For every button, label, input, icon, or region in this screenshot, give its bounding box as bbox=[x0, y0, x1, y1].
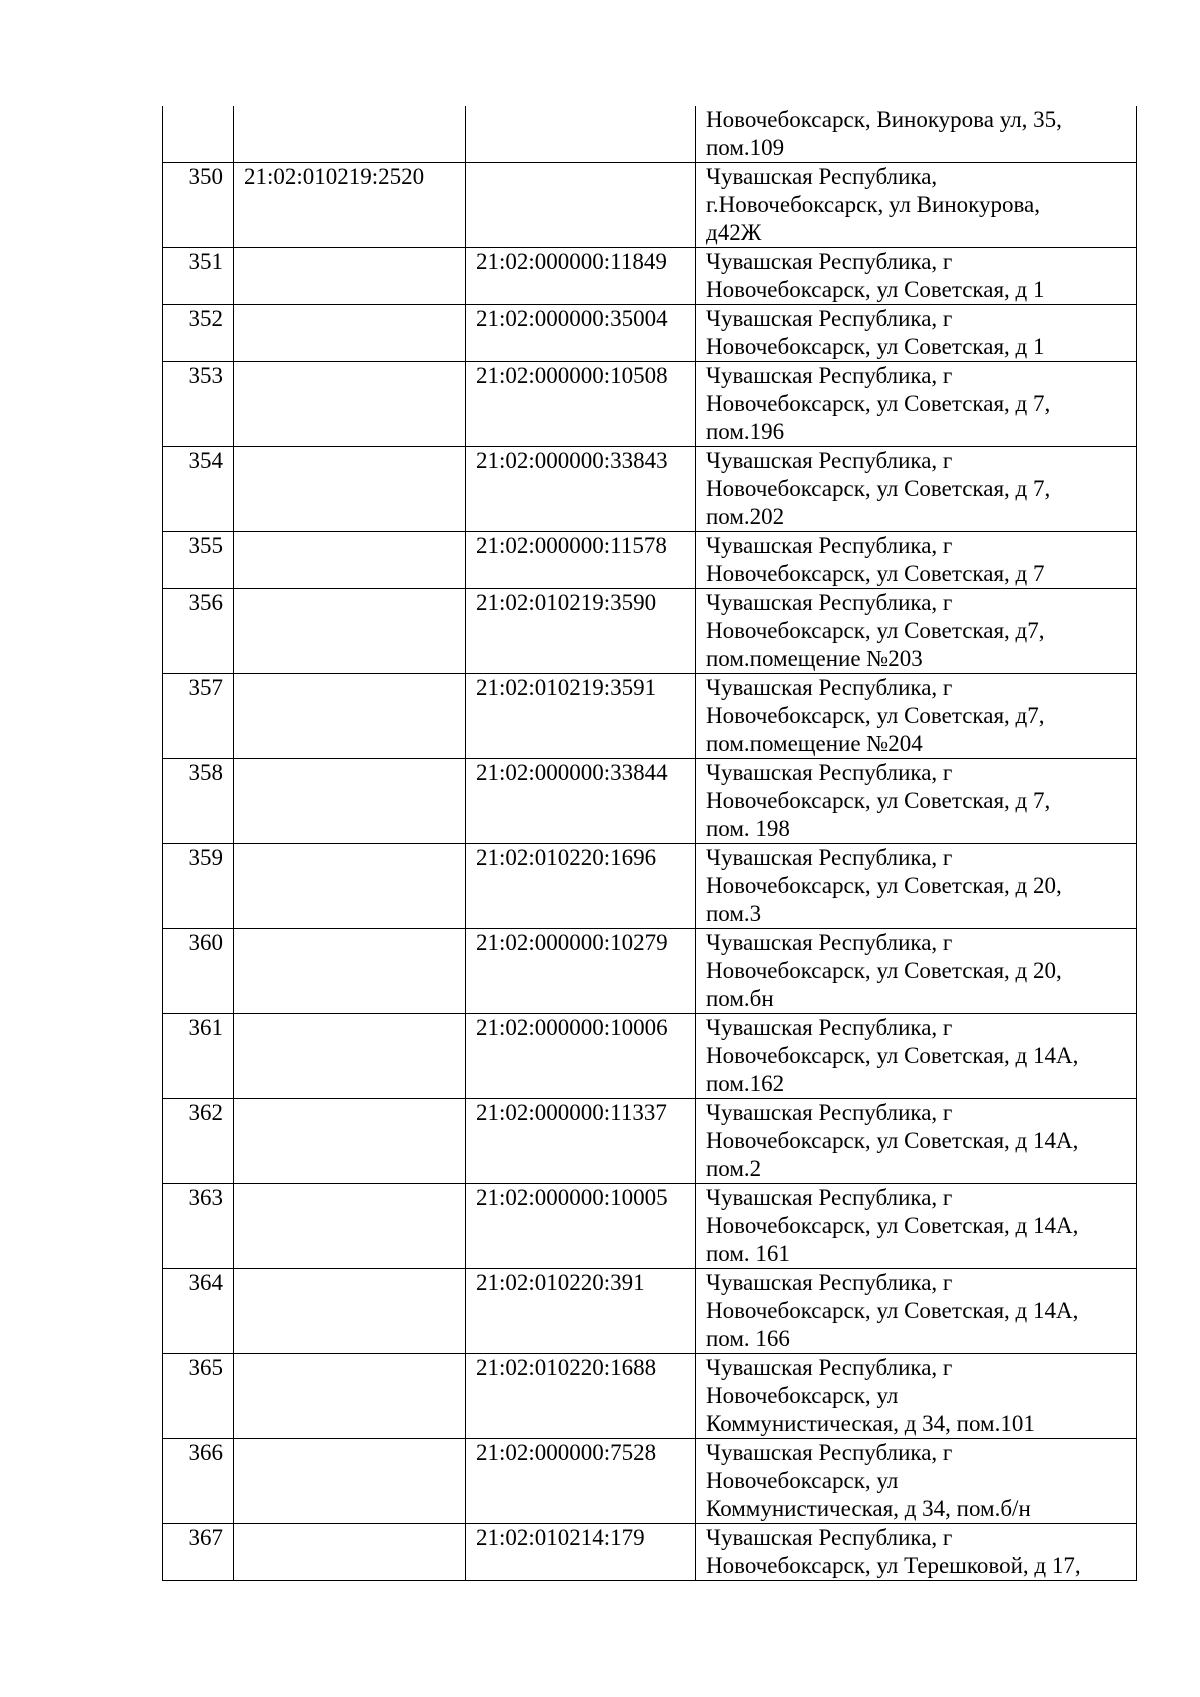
address-line: Чувашская Республика, г bbox=[706, 1355, 953, 1380]
row-number-cell: 360 bbox=[163, 929, 234, 1014]
address-line: Чувашская Республика, г bbox=[706, 1015, 953, 1040]
address-cell bbox=[696, 1184, 1137, 1269]
address-cell bbox=[696, 1439, 1137, 1524]
address-line: Чувашская Республика, г bbox=[706, 930, 953, 955]
address-cell bbox=[696, 1354, 1137, 1439]
table-row bbox=[163, 1099, 1137, 1184]
address-line: пом.помещение №203 bbox=[706, 646, 923, 671]
address-line: Новочебоксарск, ул Советская, д 1 bbox=[706, 334, 1045, 359]
object-cadastral-number-cell: 21:02:000000:11578 bbox=[466, 532, 696, 589]
address-line: Новочебоксарск, ул Советская, д 14А, bbox=[706, 1213, 1079, 1238]
table-row bbox=[163, 929, 1137, 1014]
address-cell bbox=[696, 674, 1137, 759]
address-cell bbox=[696, 163, 1137, 248]
address-line: Новочебоксарск, ул Советская, д 14А, bbox=[706, 1043, 1079, 1068]
address-line: Новочебоксарск, ул Советская, д7, bbox=[706, 618, 1045, 643]
address-cell bbox=[696, 362, 1137, 447]
table-row bbox=[163, 532, 1137, 589]
address-line: Чувашская Республика, г bbox=[706, 760, 953, 785]
address-cell bbox=[696, 844, 1137, 929]
address-line: пом. 166 bbox=[706, 1326, 790, 1351]
address-line: Чувашская Республика, г bbox=[706, 306, 953, 331]
table-row bbox=[163, 1524, 1137, 1581]
object-cadastral-number-cell: 21:02:000000:10005 bbox=[466, 1184, 696, 1269]
land-cadastral-number-cell bbox=[234, 674, 466, 759]
address-cell bbox=[696, 1524, 1137, 1581]
land-cadastral-number-cell bbox=[234, 1014, 466, 1099]
address-line: Чувашская Республика, г bbox=[706, 1185, 953, 1210]
row-number-cell: 363 bbox=[163, 1184, 234, 1269]
address-line: пом. 161 bbox=[706, 1241, 790, 1266]
address-line: Новочебоксарск, ул Советская, д 20, bbox=[706, 873, 1062, 898]
row-number-cell bbox=[163, 106, 234, 163]
row-number-cell: 359 bbox=[163, 844, 234, 929]
address-line: Новочебоксарск, ул Советская, д 20, bbox=[706, 958, 1062, 983]
address-line: Чувашская Республика, г bbox=[706, 1525, 953, 1550]
address-cell bbox=[696, 305, 1137, 362]
address-line: пом.109 bbox=[706, 135, 785, 160]
object-cadastral-number-cell: 21:02:000000:10279 bbox=[466, 929, 696, 1014]
object-cadastral-number-cell: 21:02:010220:1688 bbox=[466, 1354, 696, 1439]
address-line: Новочебоксарск, ул Советская, д7, bbox=[706, 703, 1045, 728]
row-number-cell: 362 bbox=[163, 1099, 234, 1184]
object-cadastral-number-cell: 21:02:000000:35004 bbox=[466, 305, 696, 362]
row-number-cell: 367 bbox=[163, 1524, 234, 1581]
address-line: Новочебоксарск, ул Советская, д 7, bbox=[706, 788, 1051, 813]
address-line: Чувашская Республика, г bbox=[706, 363, 953, 388]
address-line: Коммунистическая, д 34, пом.б/н bbox=[706, 1496, 1031, 1521]
address-line: Чувашская Республика, г bbox=[706, 590, 953, 615]
address-line: Новочебоксарск, ул Советская, д 7, bbox=[706, 391, 1051, 416]
address-line: пом.196 bbox=[706, 419, 785, 444]
object-cadastral-number-cell: 21:02:000000:7528 bbox=[466, 1439, 696, 1524]
table-row bbox=[163, 1354, 1137, 1439]
object-cadastral-number-cell bbox=[466, 163, 696, 248]
address-line: Новочебоксарск, Винокурова ул, 35, bbox=[706, 107, 1062, 132]
object-cadastral-number-cell: 21:02:000000:11337 bbox=[466, 1099, 696, 1184]
land-cadastral-number-cell bbox=[234, 532, 466, 589]
row-number-cell: 354 bbox=[163, 447, 234, 532]
row-number-cell: 352 bbox=[163, 305, 234, 362]
address-cell bbox=[696, 1269, 1137, 1354]
object-cadastral-number-cell: 21:02:010220:391 bbox=[466, 1269, 696, 1354]
address-line: Коммунистическая, д 34, пом.101 bbox=[706, 1411, 1035, 1436]
row-number-cell: 351 bbox=[163, 248, 234, 305]
address-line: Новочебоксарск, ул Советская, д 7 bbox=[706, 561, 1045, 586]
table-row bbox=[163, 1269, 1137, 1354]
row-number-cell: 366 bbox=[163, 1439, 234, 1524]
table-row bbox=[163, 248, 1137, 305]
address-line: пом.бн bbox=[706, 986, 774, 1011]
address-line: Новочебоксарск, ул Советская, д 7, bbox=[706, 476, 1051, 501]
object-cadastral-number-cell: 21:02:000000:33844 bbox=[466, 759, 696, 844]
table-row bbox=[163, 305, 1137, 362]
land-cadastral-number-cell bbox=[234, 447, 466, 532]
address-line: пом. 198 bbox=[706, 816, 790, 841]
land-cadastral-number-cell bbox=[234, 1354, 466, 1439]
row-number-cell: 357 bbox=[163, 674, 234, 759]
row-number-cell: 350 bbox=[163, 163, 234, 248]
property-registry-table bbox=[162, 106, 1137, 1581]
address-line: Чувашская Республика, г bbox=[706, 448, 953, 473]
table-row bbox=[163, 106, 1137, 163]
land-cadastral-number-cell bbox=[234, 362, 466, 447]
address-line: пом.162 bbox=[706, 1071, 785, 1096]
address-cell bbox=[696, 589, 1137, 674]
table-row bbox=[163, 163, 1137, 248]
object-cadastral-number-cell bbox=[466, 106, 696, 163]
address-cell bbox=[696, 447, 1137, 532]
address-line: г.Новочебоксарск, ул Винокурова, bbox=[706, 192, 1041, 217]
address-line: Чувашская Республика, г bbox=[706, 675, 953, 700]
object-cadastral-number-cell: 21:02:010214:179 bbox=[466, 1524, 696, 1581]
address-line: Чувашская Республика, г bbox=[706, 845, 953, 870]
land-cadastral-number-cell bbox=[234, 1439, 466, 1524]
land-cadastral-number-cell bbox=[234, 305, 466, 362]
address-line: Новочебоксарск, ул Советская, д 14А, bbox=[706, 1298, 1079, 1323]
address-line: Новочебоксарск, ул Советская, д 14А, bbox=[706, 1128, 1079, 1153]
table-row bbox=[163, 1014, 1137, 1099]
address-line: Чувашская Республика, bbox=[706, 164, 938, 189]
land-cadastral-number-cell bbox=[234, 1184, 466, 1269]
address-cell bbox=[696, 248, 1137, 305]
land-cadastral-number-cell bbox=[234, 759, 466, 844]
object-cadastral-number-cell: 21:02:010219:3591 bbox=[466, 674, 696, 759]
address-cell bbox=[696, 929, 1137, 1014]
table-row bbox=[163, 362, 1137, 447]
row-number-cell: 356 bbox=[163, 589, 234, 674]
land-cadastral-number-cell bbox=[234, 106, 466, 163]
table-row bbox=[163, 1439, 1137, 1524]
object-cadastral-number-cell: 21:02:000000:33843 bbox=[466, 447, 696, 532]
address-line: Чувашская Республика, г bbox=[706, 533, 953, 558]
address-line: Чувашская Республика, г bbox=[706, 1270, 953, 1295]
land-cadastral-number-cell bbox=[234, 1524, 466, 1581]
land-cadastral-number-cell bbox=[234, 1269, 466, 1354]
land-cadastral-number-cell bbox=[234, 589, 466, 674]
address-cell bbox=[696, 532, 1137, 589]
row-number-cell: 353 bbox=[163, 362, 234, 447]
table-row bbox=[163, 447, 1137, 532]
table-row bbox=[163, 759, 1137, 844]
row-number-cell: 361 bbox=[163, 1014, 234, 1099]
object-cadastral-number-cell: 21:02:000000:10508 bbox=[466, 362, 696, 447]
address-line: пом.2 bbox=[706, 1156, 762, 1181]
address-line: Чувашская Республика, г bbox=[706, 249, 953, 274]
address-cell bbox=[696, 106, 1137, 163]
address-line: д42Ж bbox=[706, 220, 762, 245]
row-number-cell: 365 bbox=[163, 1354, 234, 1439]
table-row bbox=[163, 1184, 1137, 1269]
address-line: Чувашская Республика, г bbox=[706, 1440, 953, 1465]
address-cell bbox=[696, 1099, 1137, 1184]
address-line: Новочебоксарск, ул bbox=[706, 1468, 899, 1493]
table-row bbox=[163, 674, 1137, 759]
address-line: Новочебоксарск, ул bbox=[706, 1383, 899, 1408]
address-line: пом.3 bbox=[706, 901, 762, 926]
land-cadastral-number-cell: 21:02:010219:2520 bbox=[234, 163, 466, 248]
object-cadastral-number-cell: 21:02:000000:11849 bbox=[466, 248, 696, 305]
table-row bbox=[163, 844, 1137, 929]
land-cadastral-number-cell bbox=[234, 929, 466, 1014]
land-cadastral-number-cell bbox=[234, 1099, 466, 1184]
address-cell bbox=[696, 759, 1137, 844]
address-cell bbox=[696, 1014, 1137, 1099]
row-number-cell: 355 bbox=[163, 532, 234, 589]
row-number-cell: 358 bbox=[163, 759, 234, 844]
object-cadastral-number-cell: 21:02:000000:10006 bbox=[466, 1014, 696, 1099]
object-cadastral-number-cell: 21:02:010220:1696 bbox=[466, 844, 696, 929]
object-cadastral-number-cell: 21:02:010219:3590 bbox=[466, 589, 696, 674]
registry-table-body bbox=[163, 106, 1137, 1581]
address-line: Новочебоксарск, ул Терешковой, д 17, bbox=[706, 1553, 1081, 1578]
address-line: пом.помещение №204 bbox=[706, 731, 923, 756]
land-cadastral-number-cell bbox=[234, 248, 466, 305]
row-number-cell: 364 bbox=[163, 1269, 234, 1354]
table-row bbox=[163, 589, 1137, 674]
address-line: пом.202 bbox=[706, 504, 785, 529]
address-line: Чувашская Республика, г bbox=[706, 1100, 953, 1125]
address-line: Новочебоксарск, ул Советская, д 1 bbox=[706, 277, 1045, 302]
land-cadastral-number-cell bbox=[234, 844, 466, 929]
